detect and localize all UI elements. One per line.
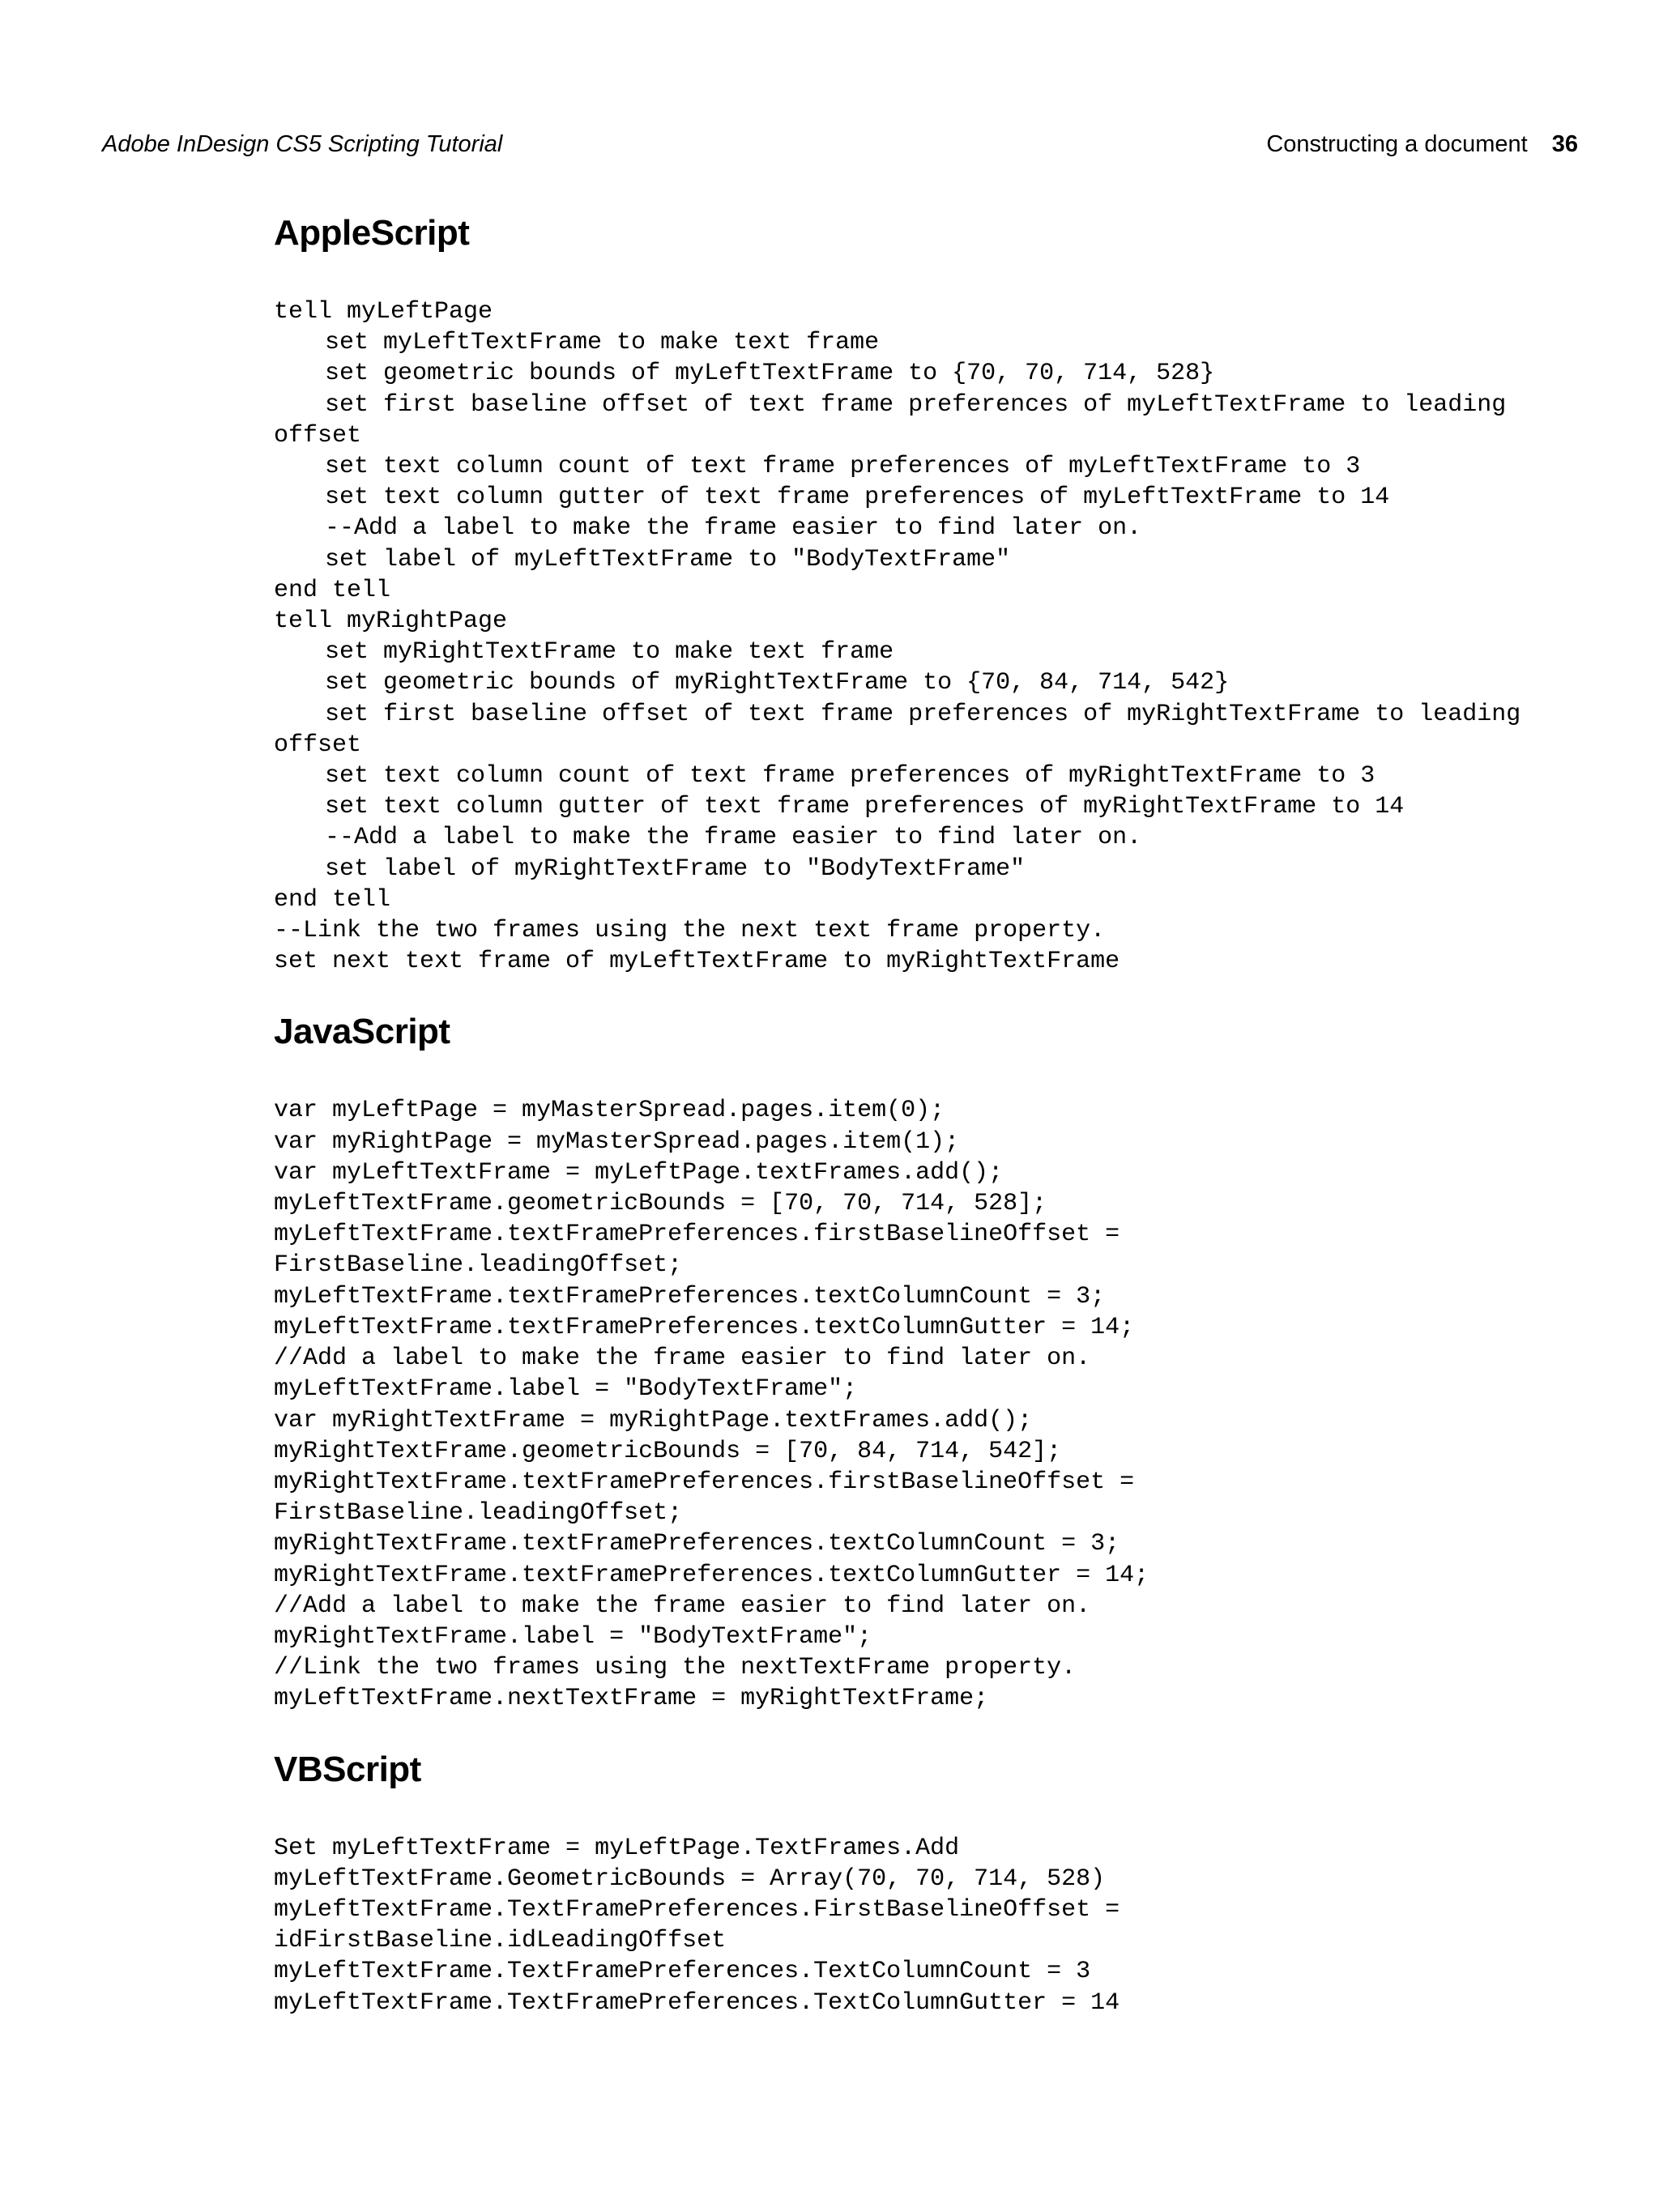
main-content	[274, 209, 1602, 2018]
code-line: myRightTextFrame.textFramePreferences.textColumnCount = 3;	[274, 1530, 1120, 1558]
code-line: FirstBaseline.leadingOffset;	[274, 1499, 683, 1528]
section-heading: AppleScript	[274, 213, 470, 253]
code-line: myRightTextFrame.geometricBounds = [70, 84, 714, 542];	[274, 1437, 1062, 1465]
code-line: offset	[274, 731, 362, 759]
code-line: var myLeftPage = myMasterSpread.pages.item(0);	[274, 1097, 945, 1125]
code-line: var myRightPage = myMasterSpread.pages.item(1);	[274, 1127, 960, 1156]
code-line: //Add a label to make the frame easier to find later on.	[274, 1592, 1091, 1620]
code-line: set first baseline offset of text frame preferences of myLeftTextFrame to leading	[325, 390, 1507, 419]
code-line: myRightTextFrame.label = "BodyTextFrame";	[274, 1622, 872, 1651]
page-number: 36	[1551, 131, 1578, 157]
section-heading: VBScript	[274, 1749, 421, 1789]
code-block	[274, 1833, 1602, 2018]
code-line: myLeftTextFrame.textFramePreferences.firstBaselineOffset =	[274, 1221, 1120, 1249]
code-line: set text column count of text frame preferences of myRightTextFrame to 3	[325, 762, 1375, 791]
code-line: --Add a label to make the frame easier to find later on.	[325, 514, 1142, 543]
code-line: myLeftTextFrame.textFramePreferences.textColumnCount = 3;	[274, 1282, 1106, 1311]
code-line: myLeftTextFrame.nextTextFrame = myRightTextFrame;	[274, 1685, 989, 1713]
header-right	[1266, 128, 1578, 160]
code-line: var myLeftTextFrame = myLeftPage.textFrames.add();	[274, 1158, 1004, 1187]
code-line: tell myLeftPage	[274, 298, 493, 326]
code-line: end tell	[274, 576, 391, 604]
code-line: myLeftTextFrame.label = "BodyTextFrame";	[274, 1375, 858, 1404]
running-header	[102, 128, 1578, 160]
code-line: set text column gutter of text frame preferences of myLeftTextFrame to 14	[325, 484, 1390, 512]
code-line: --Link the two frames using the next text frame property.	[274, 917, 1106, 945]
code-block	[274, 1095, 1602, 1714]
code-line: set myLeftTextFrame to make text frame	[325, 329, 880, 357]
code-line: set first baseline offset of text frame preferences of myRightTextFrame to leading	[325, 700, 1521, 728]
code-line: FirstBaseline.leadingOffset;	[274, 1251, 683, 1280]
code-line: set geometric bounds of myLeftTextFrame to {70, 70, 714, 528}	[325, 360, 1215, 388]
code-line: myRightTextFrame.textFramePreferences.firstBaselineOffset =	[274, 1468, 1135, 1496]
code-line: tell myRightPage	[274, 607, 508, 636]
code-line: --Add a label to make the frame easier to find later on.	[325, 824, 1142, 852]
code-line: myLeftTextFrame.textFramePreferences.textColumnGutter = 14;	[274, 1313, 1135, 1341]
document-title: Adobe InDesign CS5 Scripting Tutorial	[102, 131, 503, 157]
code-line: set label of myLeftTextFrame to "BodyTextFrame"	[325, 545, 1011, 573]
vbscript-section	[274, 1745, 1602, 2018]
code-line: end tell	[274, 885, 391, 914]
code-line: //Link the two frames using the nextTextFrame property.	[274, 1654, 1077, 1682]
chapter-title: Constructing a document	[1266, 131, 1528, 157]
code-line: myLeftTextFrame.TextFramePreferences.TextColumnGutter = 14	[274, 1988, 1120, 2017]
code-line: //Add a label to make the frame easier to find later on.	[274, 1345, 1091, 1373]
code-line: var myRightTextFrame = myRightPage.textFrames.add();	[274, 1406, 1033, 1434]
applescript-section	[274, 209, 1602, 977]
code-line: set text column count of text frame preferences of myLeftTextFrame to 3	[325, 453, 1361, 481]
section-heading: JavaScript	[274, 1012, 450, 1052]
code-line: set next text frame of myLeftTextFrame to myRightTextFrame	[274, 948, 1120, 976]
code-line: myLeftTextFrame.geometricBounds = [70, 70, 714, 528];	[274, 1190, 1047, 1218]
code-line: set geometric bounds of myRightTextFrame to {70, 84, 714, 542}	[325, 669, 1230, 697]
code-block	[274, 296, 1602, 977]
code-line: myLeftTextFrame.GeometricBounds = Array(70, 70, 714, 528)	[274, 1865, 1106, 1893]
code-line: idFirstBaseline.idLeadingOffset	[274, 1927, 727, 1955]
code-line: myLeftTextFrame.TextFramePreferences.FirstBaselineOffset =	[274, 1895, 1120, 1924]
javascript-section	[274, 1008, 1602, 1714]
code-line: set text column gutter of text frame preferences of myRightTextFrame to 14	[325, 793, 1405, 821]
code-line: set label of myRightTextFrame to "BodyTextFrame"	[325, 855, 1026, 883]
code-line: myLeftTextFrame.TextFramePreferences.TextColumnCount = 3	[274, 1958, 1091, 1986]
code-line: set myRightTextFrame to make text frame	[325, 638, 894, 667]
code-line: Set myLeftTextFrame = myLeftPage.TextFrames.Add	[274, 1834, 960, 1862]
code-line: offset	[274, 421, 362, 450]
code-line: myRightTextFrame.textFramePreferences.textColumnGutter = 14;	[274, 1561, 1149, 1589]
